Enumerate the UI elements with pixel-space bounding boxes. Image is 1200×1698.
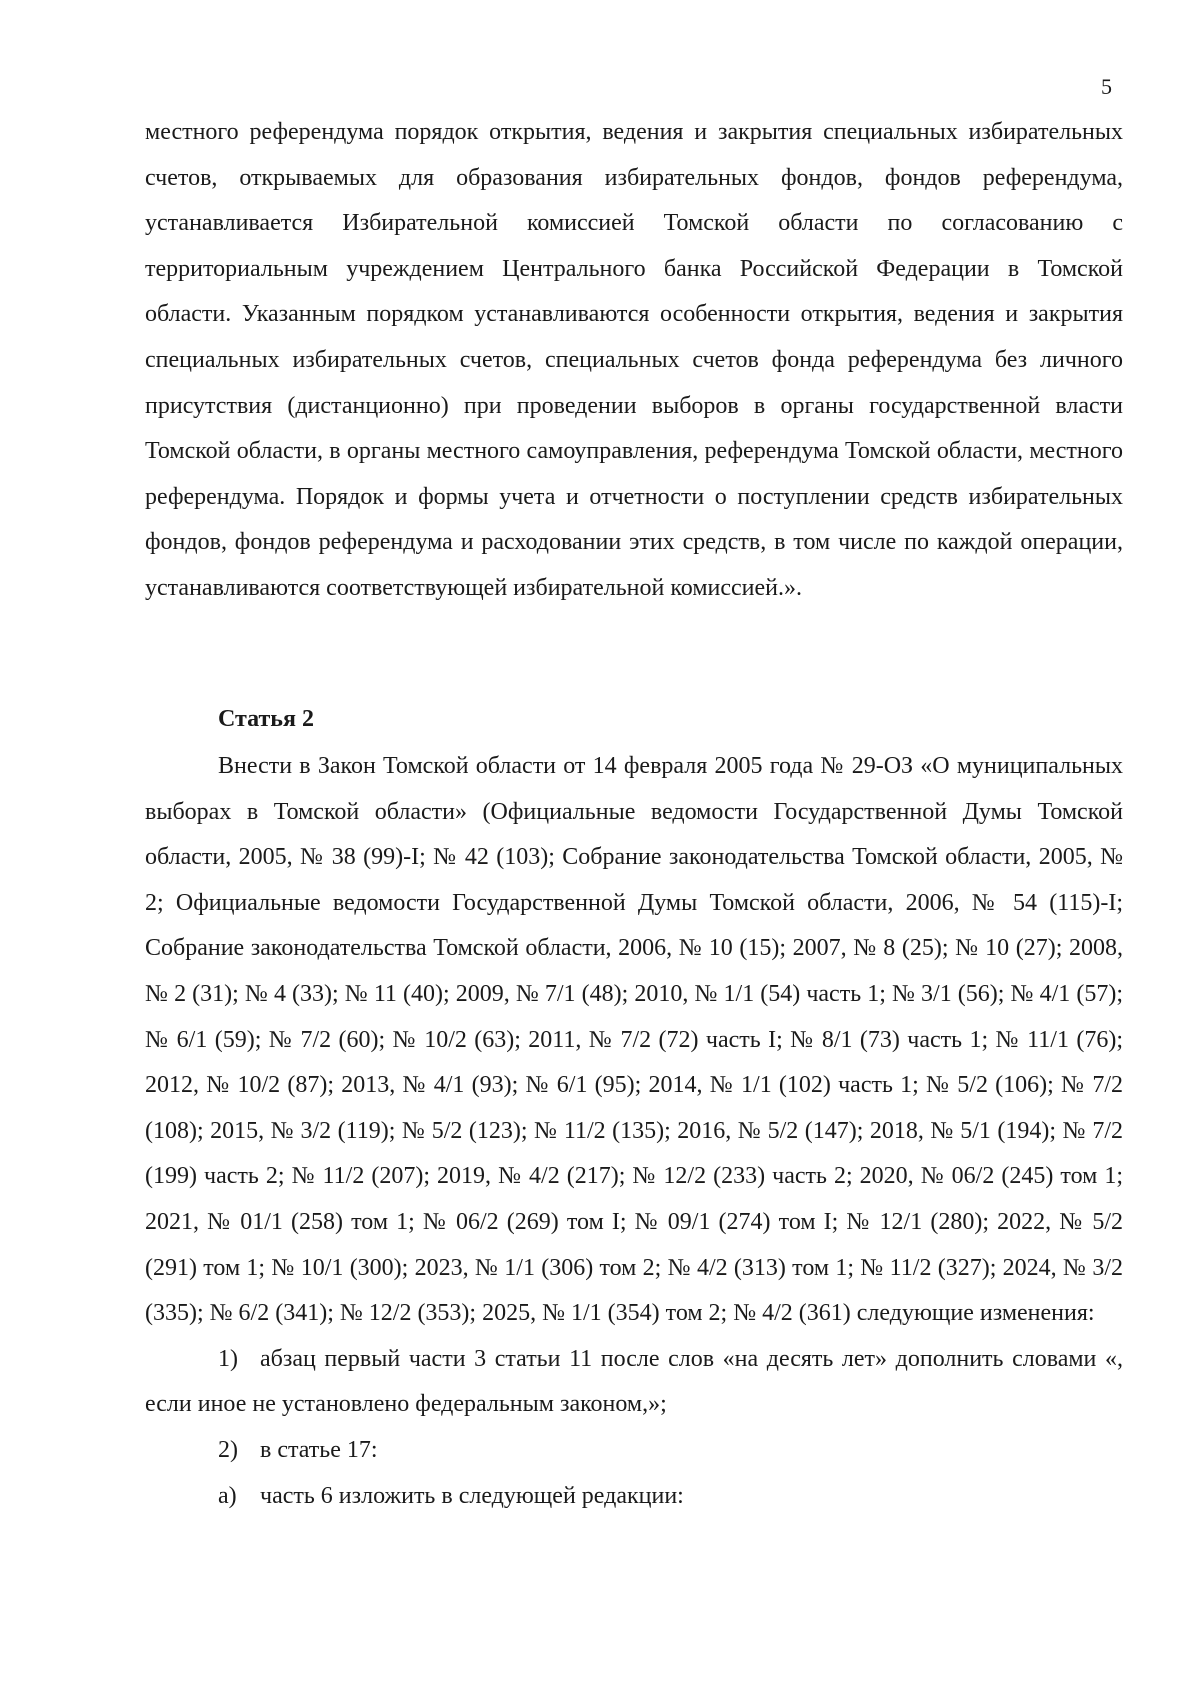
- list-item-text: в статье 17:: [260, 1436, 378, 1463]
- list-item: [145, 1337, 1123, 1428]
- article-heading: Статья 2: [218, 706, 314, 732]
- article-1-continuation: [145, 110, 1123, 612]
- page-number: 5: [1101, 74, 1112, 99]
- list-item-text: часть 6 изложить в следующей редакции:: [260, 1482, 684, 1509]
- list-item-text: абзац первый части 3 статьи 11 после слов «на десять лет» дополнить словами «, если иное не установлено федеральным законом,»;: [145, 1345, 1123, 1418]
- article-2-intro: Внести в Закон Томской области от 14 февраля 2005 года № 29-ОЗ «О муниципальных выборах в Томской области» (Официальные ведомости Государственной Думы Томской области, 2005, № 38 (99)-I; № 42 (103); Собрание законодательства Томской области, 2005, № 2; Официальные ведомости Государственной Думы Томской области, 2006, № 54 (115)-I; Собрание законодательства Томской области, 2006, № 10 (15); 2007, № 8 (25); № 10 (27); 2008, № 2 (31); № 4 (33); № 11 (40); 2009, № 7/1 (48); 2010, № 1/1 (54) часть 1; № 3/1 (56); № 4/1 (57); № 6/1 (59); № 7/2 (60); № 10/2 (63); 2011, № 7/2 (72) часть I; № 8/1 (73) часть 1; № 11/1 (76); 2012, № 10/2 (87); 2013, № 4/1 (93); № 6/1 (95); 2014, № 1/1 (102) часть 1; № 5/2 (106); № 7/2 (108); 2015, № 3/2 (119); № 5/2 (123); № 11/2 (135); 2016, № 5/2 (147); 2018, № 5/1 (194); № 7/2 (199) часть 2; № 11/2 (207); 2019, № 4/2 (217); № 12/2 (233) часть 2; 2020, № 06/2 (245) том 1; 2021, № 01/1 (258) том 1; № 06/2 (269) том I; № 09/1 (274) том I; № 12/1 (280); 2022, № 5/2 (291) том 1; № 10/1 (300); 2023, № 1/1 (306) том 2; № 4/2 (313) том 1; № 11/2 (327); 2024, № 3/2 (335); № 6/2 (341); № 12/2 (353); 2025, № 1/1 (354) том 2; № 4/2 (361) следующие изменения:: [145, 753, 1123, 1327]
- list-item: [145, 1474, 1123, 1520]
- list-item-number: 2): [218, 1436, 238, 1463]
- list-item-number: а): [218, 1482, 237, 1509]
- paragraph: местного референдума порядок открытия, ведения и закрытия специальных избирательных счетов, открываемых для образования избирательных фондов, фондов референдума, устанавливается Избирательной комиссией Томской области по согласованию с территориальным учреждением Центрального банка Российской Федерации в Томской области. Указанным порядком устанавливаются особенности открытия, ведения и закрытия специальных избирательных счетов, специальных счетов фонда референдума без личного присутствия (дистанционно) при проведении выборов в органы государственной власти Томской области, в органы местного самоуправления, референдума Томской области, местного референдума. Порядок и формы учета и отчетности о поступлении средств избирательных фондов, фондов референдума и расходовании этих средств, в том числе по каждой операции, устанавливаются соответствующей избирательной комиссией.».: [145, 119, 1123, 601]
- article-2-body: [145, 744, 1123, 1519]
- list-item-number: 1): [218, 1345, 238, 1372]
- list-item: [145, 1428, 1123, 1474]
